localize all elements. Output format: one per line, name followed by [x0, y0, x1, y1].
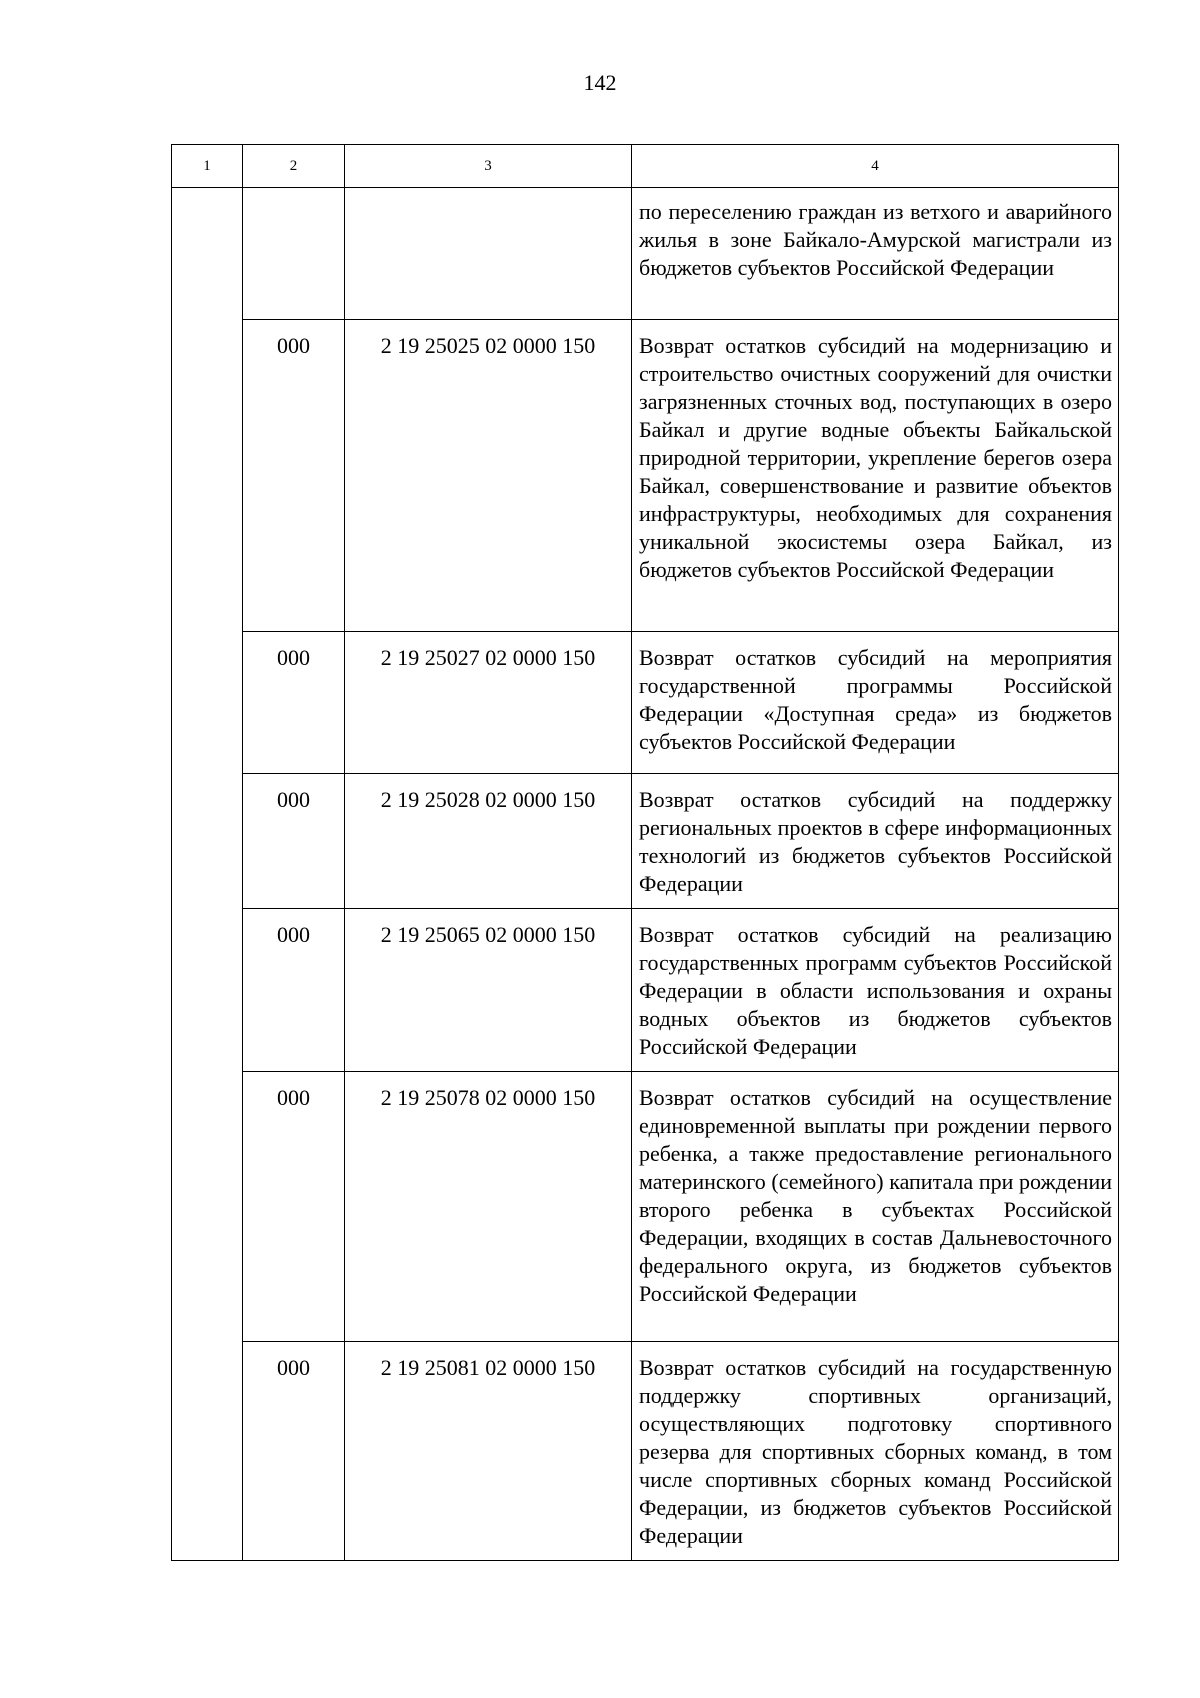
kbk-code-cell [345, 188, 632, 320]
column-header-1: 1 [172, 145, 243, 188]
description-cell: Возврат остатков субсидий на модернизацию и строительство очистных сооружений для очистки загрязненных сточных вод, поступающих в озеро Байкал и другие водные объекты Байкальской природной территории, укрепление берегов озера Байкал, совершенствование и развитие объектов инфраструктуры, необходимых для сохранения уникальной экосистемы озера Байкал, из бюджетов субъектов Российской Федерации [632, 320, 1119, 632]
column-header-4: 4 [632, 145, 1119, 188]
table-row [172, 1072, 1119, 1342]
description-cell: Возврат остатков субсидий на мероприятия государственной программы Российской Федерации «Доступная среда» из бюджетов субъектов Российской Федерации [632, 632, 1119, 774]
admin-code-cell [243, 188, 345, 320]
description-cell: Возврат остатков субсидий на государственную поддержку спортивных организаций, осуществляющих подготовку спортивного резерва для спортивных сборных команд, в том числе спортивных сборных команд Российской Федерации, из бюджетов субъектов Российской Федерации [632, 1342, 1119, 1561]
description-cell: Возврат остатков субсидий на поддержку региональных проектов в сфере информационных технологий из бюджетов субъектов Российской Федерации [632, 774, 1119, 909]
admin-code-cell: 000 [243, 320, 345, 632]
kbk-code-cell: 2 19 25065 02 0000 150 [345, 909, 632, 1072]
table-row [172, 1342, 1119, 1561]
description-cell: Возврат остатков субсидий на осуществление единовременной выплаты при рождении первого ребенка, а также предоставление регионального материнского (семейного) капитала при рождении второго ребенка в субъектах Российской Федерации, входящих в состав Дальневосточного федерального округа, из бюджетов субъектов Российской Федерации [632, 1072, 1119, 1342]
kbk-code-cell: 2 19 25027 02 0000 150 [345, 632, 632, 774]
column-header-3: 3 [345, 145, 632, 188]
column-header-2: 2 [243, 145, 345, 188]
admin-code-cell: 000 [243, 1342, 345, 1561]
kbk-code-cell: 2 19 25081 02 0000 150 [345, 1342, 632, 1561]
table-row [172, 909, 1119, 1072]
description-cell: Возврат остатков субсидий на реализацию государственных программ субъектов Российской Федерации в области использования и охраны водных объектов из бюджетов субъектов Российской Федерации [632, 909, 1119, 1072]
kbk-code-cell: 2 19 25078 02 0000 150 [345, 1072, 632, 1342]
admin-code-cell: 000 [243, 909, 345, 1072]
column-1-cell [172, 188, 243, 1561]
table-row [172, 320, 1119, 632]
kbk-code-cell: 2 19 25025 02 0000 150 [345, 320, 632, 632]
description-cell: по переселению граждан из ветхого и аварийного жилья в зоне Байкало-Амурской магистрали из бюджетов субъектов Российской Федерации [632, 188, 1119, 320]
admin-code-cell: 000 [243, 1072, 345, 1342]
table-row [172, 774, 1119, 909]
table-row [172, 188, 1119, 320]
admin-code-cell: 000 [243, 774, 345, 909]
admin-code-cell: 000 [243, 632, 345, 774]
table-header-row [172, 145, 1119, 188]
table-row [172, 632, 1119, 774]
page-number: 142 [583, 70, 617, 95]
kbk-code-cell: 2 19 25028 02 0000 150 [345, 774, 632, 909]
budget-codes-table [171, 144, 1119, 1561]
